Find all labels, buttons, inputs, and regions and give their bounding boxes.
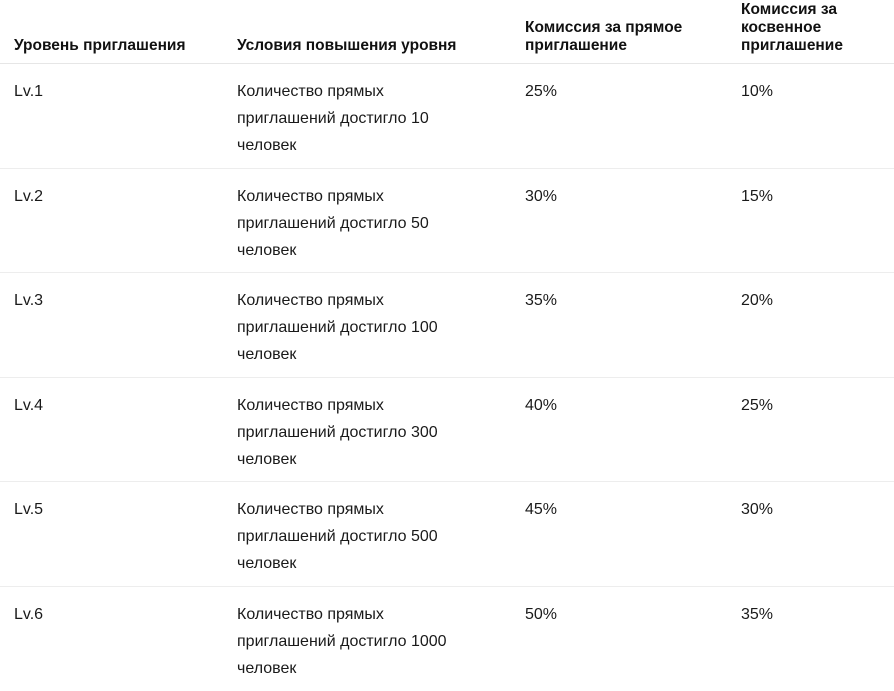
table-row xyxy=(0,273,894,378)
level-cell: Lv.2 xyxy=(14,183,214,210)
level-cell: Lv.5 xyxy=(14,496,214,523)
condition-cell: Количество прямых приглашений достигло 500 человек xyxy=(237,496,482,577)
header-direct-commission: Комиссия за прямое приглашение xyxy=(525,19,730,55)
indirect-commission-cell: 10% xyxy=(741,78,891,105)
table-header xyxy=(0,0,894,64)
table-row xyxy=(0,169,894,274)
direct-commission-cell: 50% xyxy=(525,601,725,628)
header-level: Уровень приглашения xyxy=(14,37,229,55)
header-indirect-commission: Комиссия за косвенное приглашение xyxy=(741,1,891,55)
direct-commission-cell: 40% xyxy=(525,392,725,419)
condition-cell: Количество прямых приглашений достигло 1000 человек xyxy=(237,601,482,682)
indirect-commission-cell: 30% xyxy=(741,496,891,523)
direct-commission-cell: 35% xyxy=(525,287,725,314)
level-cell: Lv.1 xyxy=(14,78,214,105)
direct-commission-cell: 25% xyxy=(525,78,725,105)
condition-cell: Количество прямых приглашений достигло 10 человек xyxy=(237,78,482,159)
indirect-commission-cell: 15% xyxy=(741,183,891,210)
level-cell: Lv.3 xyxy=(14,287,214,314)
indirect-commission-cell: 25% xyxy=(741,392,891,419)
table-row xyxy=(0,378,894,483)
indirect-commission-cell: 20% xyxy=(741,287,891,314)
direct-commission-cell: 30% xyxy=(525,183,725,210)
table-row xyxy=(0,64,894,169)
direct-commission-cell: 45% xyxy=(525,496,725,523)
table-row xyxy=(0,482,894,587)
table-row xyxy=(0,587,894,691)
condition-cell: Количество прямых приглашений достигло 100 человек xyxy=(237,287,482,368)
header-condition: Условия повышения уровня xyxy=(237,37,522,55)
level-cell: Lv.6 xyxy=(14,601,214,628)
condition-cell: Количество прямых приглашений достигло 300 человек xyxy=(237,392,482,473)
level-cell: Lv.4 xyxy=(14,392,214,419)
indirect-commission-cell: 35% xyxy=(741,601,891,628)
condition-cell: Количество прямых приглашений достигло 50 человек xyxy=(237,183,482,264)
